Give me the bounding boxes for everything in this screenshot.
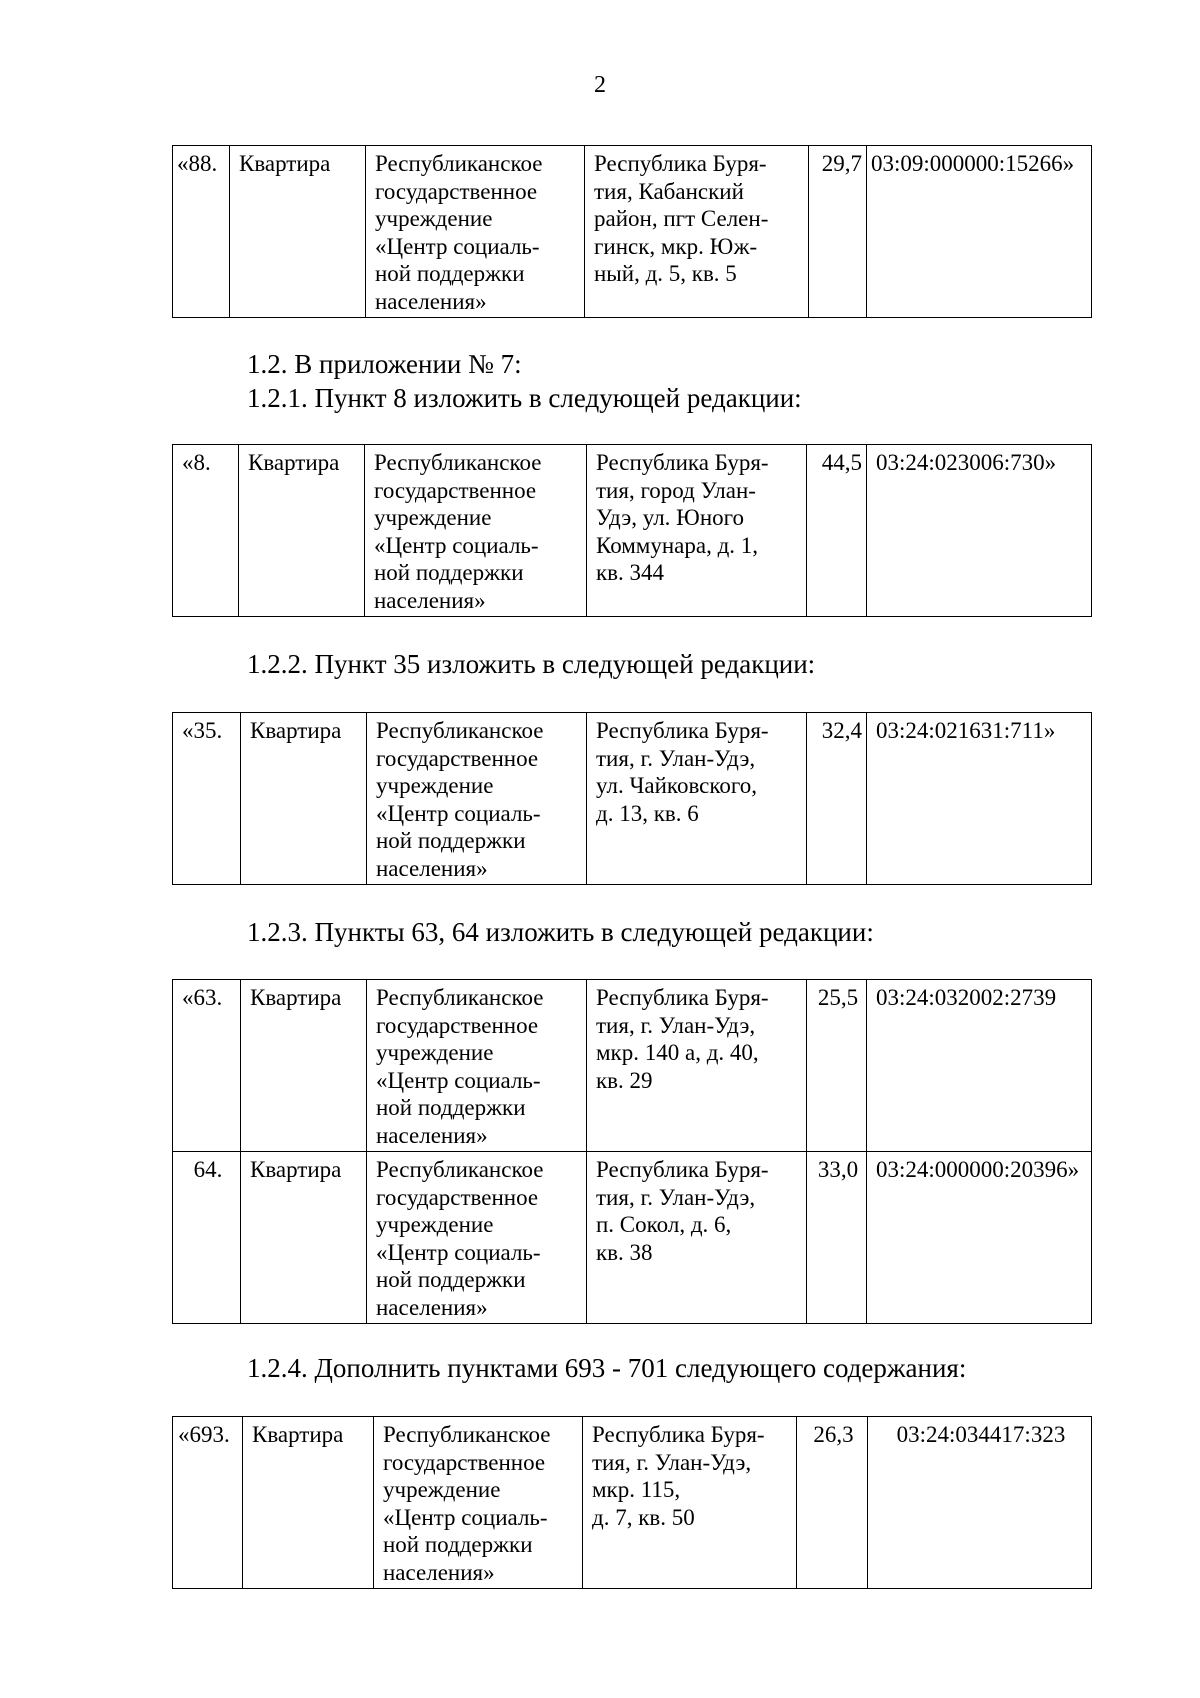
holder-line: учреждение [375,206,493,231]
address-line: д. 13, кв. 6 [596,800,699,826]
holder-line: «Центр социаль- [383,1504,548,1530]
holder-line: населения» [374,587,486,613]
holder-line: ной поддержки [376,1267,526,1292]
address-line: кв. 29 [596,1067,653,1093]
paragraph-items-63-64: 1.2.3. Пункты 63, 64 изложить в следующей редакции: [247,917,874,947]
address-line: Республика Буря- [596,450,769,475]
holder-line: учреждение [383,1477,501,1502]
address-line: Республика Буря- [594,151,767,176]
holder-line: ной поддержки [374,560,524,585]
holder-line: Республиканское [375,151,543,176]
holder-line: государственное [374,477,537,503]
cadastral-number-cell: 03:24:000000:20396» [867,1152,1092,1324]
holder-line: ной поддержки [375,261,525,286]
item-number-cell: «35. [173,713,241,885]
holder-line: «Центр социаль- [374,532,539,558]
object-type-cell: Квартира [241,713,367,885]
item-number-cell: «693. [173,1417,243,1589]
address-line: д. 7, кв. 50 [592,1504,695,1530]
area-cell: 44,5 [807,445,867,617]
area-cell: 33,0 [807,1152,867,1324]
holder-line: Республиканское [374,450,542,475]
holder-line: «Центр социаль- [376,800,541,826]
area-cell: 29,7 [809,146,867,318]
holder-line: «Центр социаль- [376,1067,541,1093]
holder-line: населения» [376,1294,488,1320]
item-number-cell: «88. [173,146,230,318]
object-type-cell: Квартира [239,445,365,617]
property-table-4 [172,979,1092,1324]
address-line: кв. 344 [596,560,665,585]
holder-line: государственное [383,1449,546,1475]
address-line: тия, г. Улан-Удэ, [592,1449,752,1475]
address-line: Коммунара, д. 1, [596,532,759,558]
holder-line: Республиканское [376,718,544,743]
address-line: Республика Буря- [596,718,769,743]
object-type-cell: Квартира [241,980,367,1152]
address-line: мкр. 140 а, д. 40, [596,1040,759,1065]
holder-line: государственное [376,1184,539,1210]
property-table-5 [172,1416,1092,1589]
holder-line: Республиканское [376,985,544,1010]
address-line: ный, д. 5, кв. 5 [594,261,737,286]
holder-line: ной поддержки [383,1532,533,1557]
table-row [173,445,1092,617]
holder-cell [367,980,587,1152]
holder-cell [367,1152,587,1324]
cadastral-number-cell: 03:09:000000:15266» [867,146,1092,318]
holder-line: государственное [376,745,539,771]
holder-cell [365,445,587,617]
page-number: 2 [594,72,606,98]
holder-line: ной поддержки [376,1095,526,1120]
address-line: ул. Чайковского, [596,773,757,798]
table-row [173,713,1092,885]
paragraph-item-35: 1.2.2. Пункт 35 изложить в следующей редакции: [247,649,816,679]
item-number-cell: 64. [173,1152,241,1324]
paragraph-item-8: 1.2.1. Пункт 8 изложить в следующей редакции: [247,383,802,413]
address-line: тия, Кабанский [594,178,744,204]
address-line: мкр. 115, [592,1477,681,1502]
holder-line: государственное [376,1012,539,1038]
address-line: Республика Буря- [596,985,769,1010]
item-number-cell: «8. [173,445,239,617]
holder-line: учреждение [376,1040,494,1065]
holder-line: «Центр социаль- [375,233,540,259]
address-line: Удэ, ул. Юного [596,505,744,530]
address-line: тия, г. Улан-Удэ, [596,1012,756,1038]
holder-line: учреждение [376,1212,494,1237]
table-row [173,1152,1092,1324]
address-line: гинск, мкр. Юж- [594,233,758,259]
address-line: тия, г. Улан-Удэ, [596,1184,756,1210]
property-table-3 [172,712,1092,885]
object-type-cell: Квартира [230,146,366,318]
holder-cell [367,713,587,885]
property-table-1 [172,145,1092,318]
holder-line: населения» [376,855,488,881]
holder-cell [366,146,585,318]
address-line: тия, город Улан- [596,477,756,503]
holder-line: учреждение [376,773,494,798]
holder-line: учреждение [374,505,492,530]
table-row [173,146,1092,318]
area-cell: 25,5 [807,980,867,1152]
object-type-cell: Квартира [241,1152,367,1324]
address-cell [585,146,809,318]
holder-line: «Центр социаль- [376,1239,541,1265]
holder-line: Республиканское [383,1422,551,1447]
address-cell [587,713,807,885]
holder-line: Республиканское [376,1157,544,1182]
address-line: Республика Буря- [596,1157,769,1182]
address-cell [587,445,807,617]
area-cell: 26,3 [797,1417,868,1589]
holder-line: государственное [375,178,538,204]
address-cell [583,1417,797,1589]
object-type-cell: Квартира [243,1417,374,1589]
cadastral-number-cell: 03:24:021631:711» [867,713,1092,885]
area-cell: 32,4 [807,713,867,885]
table-row [173,980,1092,1152]
item-number-cell: «63. [173,980,241,1152]
property-table-2 [172,444,1092,617]
address-cell [587,980,807,1152]
holder-line: ной поддержки [376,828,526,853]
cadastral-number-cell: 03:24:023006:730» [867,445,1092,617]
holder-line: населения» [383,1559,495,1585]
address-line: тия, г. Улан-Удэ, [596,745,756,771]
cadastral-number-cell: 03:24:032002:2739 [867,980,1092,1152]
address-line: кв. 38 [596,1239,653,1265]
address-cell [587,1152,807,1324]
holder-line: населения» [376,1122,488,1148]
paragraph-items-693-701: 1.2.4. Дополнить пунктами 693 - 701 следующего содержания: [247,1353,967,1383]
cadastral-number-cell: 03:24:034417:323 [868,1417,1092,1589]
table-row [173,1417,1092,1589]
address-line: п. Сокол, д. 6, [596,1212,732,1237]
address-line: район, пгт Селен- [594,206,769,231]
address-line: Республика Буря- [592,1422,765,1447]
holder-line: населения» [375,288,487,314]
paragraph-appendix-7: 1.2. В приложении № 7: [247,349,522,379]
holder-cell [374,1417,583,1589]
